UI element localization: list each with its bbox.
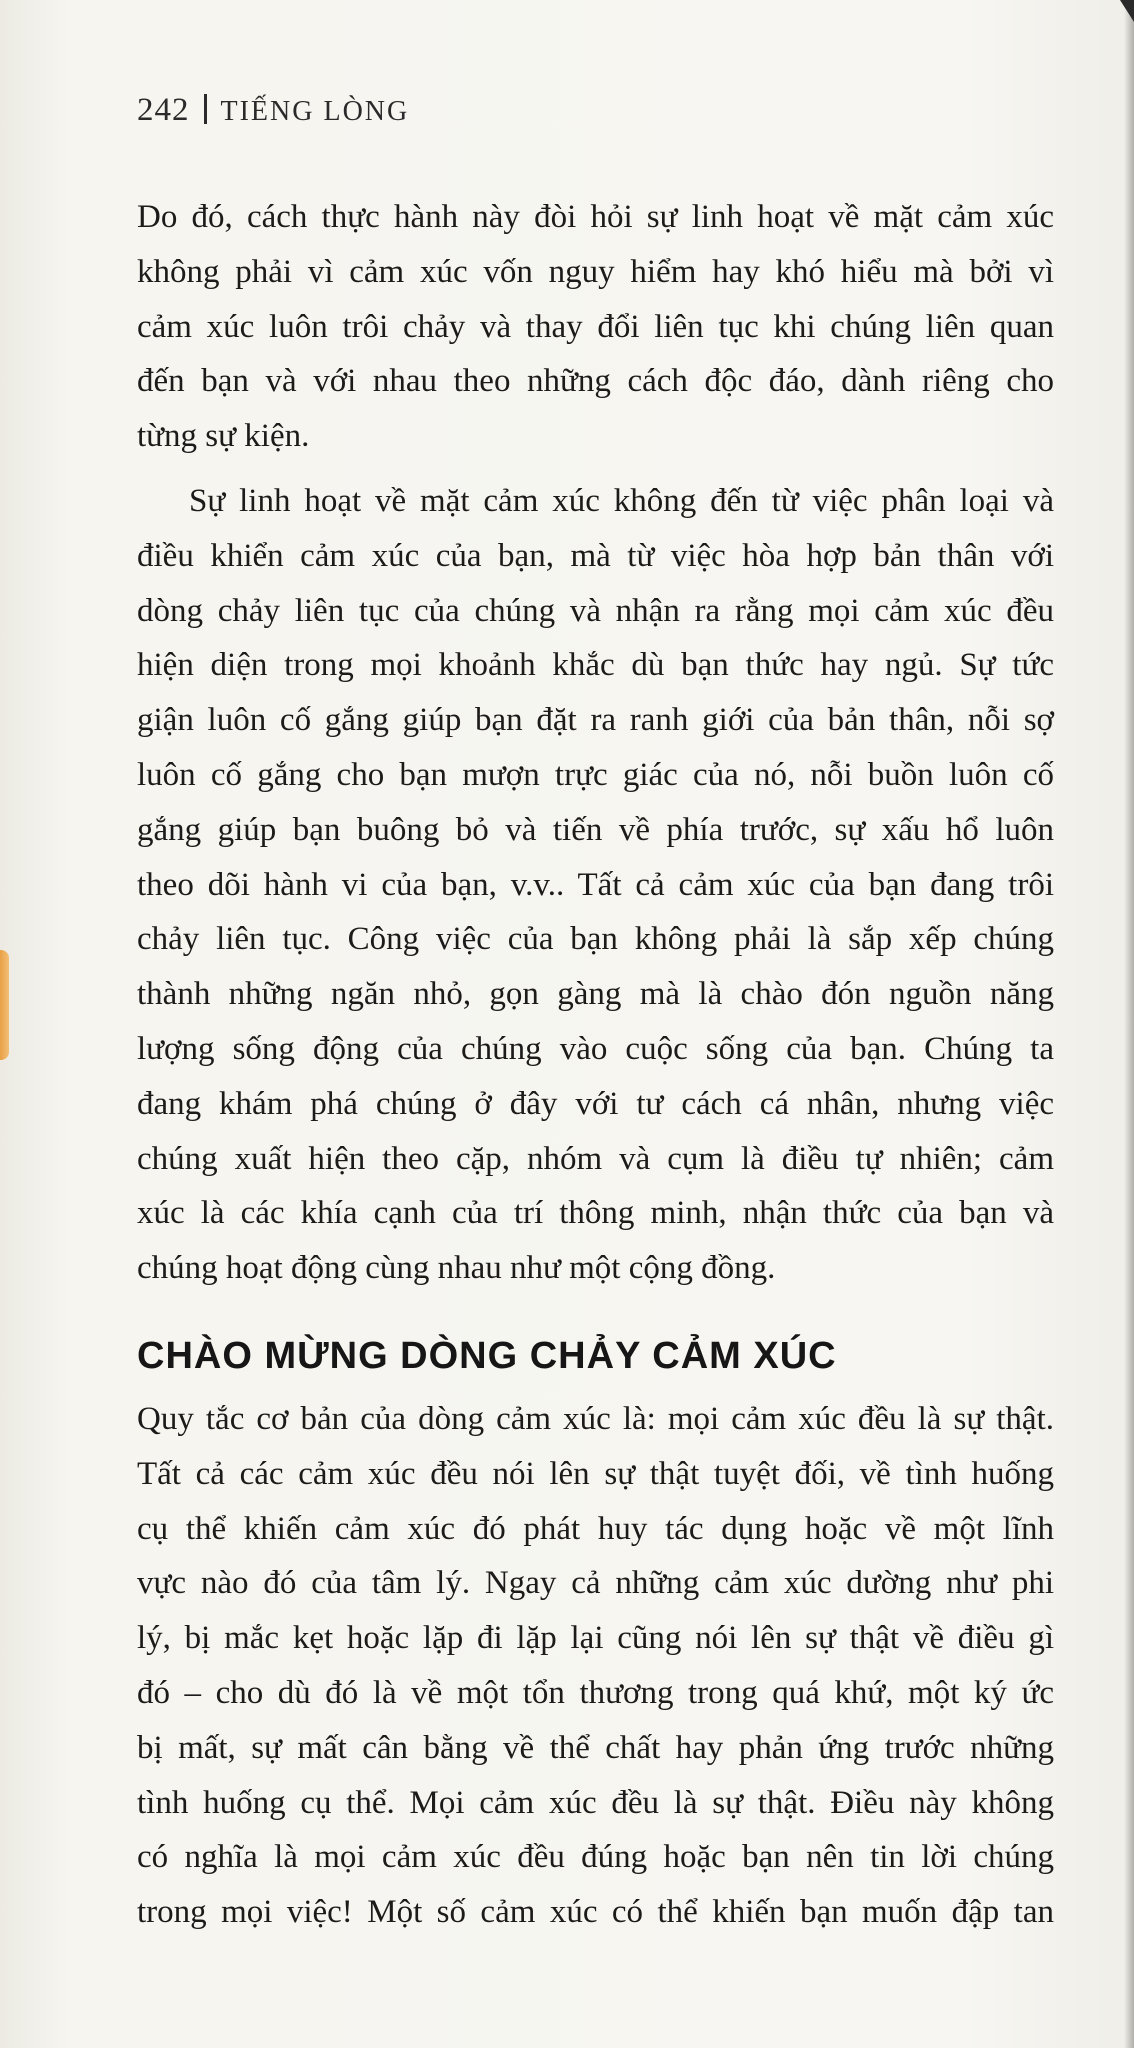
side-tab-marker bbox=[0, 950, 9, 1060]
text-line: từng sự kiện. bbox=[137, 418, 310, 455]
text-line: vực nào đó của tâm lý. Ngay cả những cảm xúc dường như phi bbox=[137, 1565, 1054, 1602]
text-line: cảm xúc luôn trôi chảy và thay đổi liên tục khi chúng liên quan bbox=[137, 308, 1054, 345]
paragraph-1 bbox=[137, 190, 1054, 464]
text-line: bị mất, sự mất cân bằng về thể chất hay phản ứng trước những bbox=[137, 1729, 1054, 1766]
text-line: có nghĩa là mọi cảm xúc đều đúng hoặc bạn nên tin lời chúng bbox=[137, 1839, 1054, 1876]
text-line: trong mọi việc! Một số cảm xúc có thể khiến bạn muốn đập tan bbox=[137, 1894, 1054, 1931]
text-line: thành những ngăn nhỏ, gọn gàng mà là chào đón nguồn năng bbox=[137, 976, 1054, 1013]
text-line: đang khám phá chúng ở đây với tư cách cá nhân, nhưng việc bbox=[137, 1085, 1054, 1122]
text-line: lượng sống động của chúng vào cuộc sống của bạn. Chúng ta bbox=[137, 1030, 1054, 1067]
text-line: theo dõi hành vi của bạn, v.v.. Tất cả cảm xúc của bạn đang trôi bbox=[137, 866, 1054, 903]
section-paragraph bbox=[137, 1392, 1054, 1940]
text-line: chúng xuất hiện theo cặp, nhóm và cụm là điều tự nhiên; cảm bbox=[137, 1140, 1054, 1177]
header-separator bbox=[204, 94, 207, 124]
text-line: xúc là các khía cạnh của trí thông minh, nhận thức của bạn và bbox=[137, 1195, 1054, 1232]
text-line: lý, bị mắc kẹt hoặc lặp đi lặp lại cũng nói lên sự thật về điều gì bbox=[137, 1620, 1054, 1657]
text-line: đó – cho dù đó là về một tổn thương trong quá khứ, một ký ức bbox=[137, 1674, 1054, 1711]
text-line: hiện diện trong mọi khoảnh khắc dù bạn thức hay ngủ. Sự tức bbox=[137, 647, 1054, 684]
text-line: chảy liên tục. Công việc của bạn không phải là sắp xếp chúng bbox=[137, 921, 1054, 958]
paragraph-gap bbox=[137, 464, 1054, 474]
page-edge-shadow bbox=[1124, 0, 1134, 2048]
text-line: chúng hoạt động cùng nhau như một cộng đồng. bbox=[137, 1250, 776, 1287]
text-line: Sự linh hoạt về mặt cảm xúc không đến từ việc phân loại và bbox=[189, 482, 1054, 519]
running-head bbox=[137, 92, 409, 129]
paragraph-2 bbox=[137, 474, 1054, 1296]
section-heading: CHÀO MỪNG DÒNG CHẢY CẢM XÚC bbox=[137, 1334, 837, 1377]
text-line: tình huống cụ thể. Mọi cảm xúc đều là sự thật. Điều này không bbox=[137, 1784, 1054, 1821]
text-line: điều khiển cảm xúc của bạn, mà từ việc hòa hợp bản thân với bbox=[137, 537, 1054, 574]
text-line: Do đó, cách thực hành này đòi hỏi sự linh hoạt về mặt cảm xúc bbox=[137, 199, 1054, 235]
text-line: dòng chảy liên tục của chúng và nhận ra rằng mọi cảm xúc đều bbox=[137, 592, 1054, 629]
book-title: TIẾNG LÒNG bbox=[220, 96, 410, 127]
text-line: đến bạn và với nhau theo những cách độc đáo, dành riêng cho bbox=[137, 363, 1054, 400]
text-line: không phải vì cảm xúc vốn nguy hiểm hay khó hiểu mà bởi vì bbox=[137, 253, 1054, 290]
text-line: gắng giúp bạn buông bỏ và tiến về phía trước, sự xấu hổ luôn bbox=[137, 811, 1054, 848]
text-line: Quy tắc cơ bản của dòng cảm xúc là: mọi cảm xúc đều là sự thật. bbox=[137, 1400, 1054, 1437]
text-line: Tất cả các cảm xúc đều nói lên sự thật tuyệt đối, về tình huống bbox=[137, 1455, 1054, 1492]
text-line: giận luôn cố gắng giúp bạn đặt ra ranh giới của bản thân, nỗi sợ bbox=[137, 702, 1054, 739]
page-number: 242 bbox=[137, 92, 190, 128]
text-line: cụ thể khiến cảm xúc đó phát huy tác dụng hoặc về một lĩnh bbox=[137, 1510, 1054, 1547]
page-content bbox=[137, 190, 1054, 1940]
text-line: luôn cố gắng cho bạn mượn trực giác của nó, nỗi buồn luôn cố bbox=[137, 756, 1054, 793]
